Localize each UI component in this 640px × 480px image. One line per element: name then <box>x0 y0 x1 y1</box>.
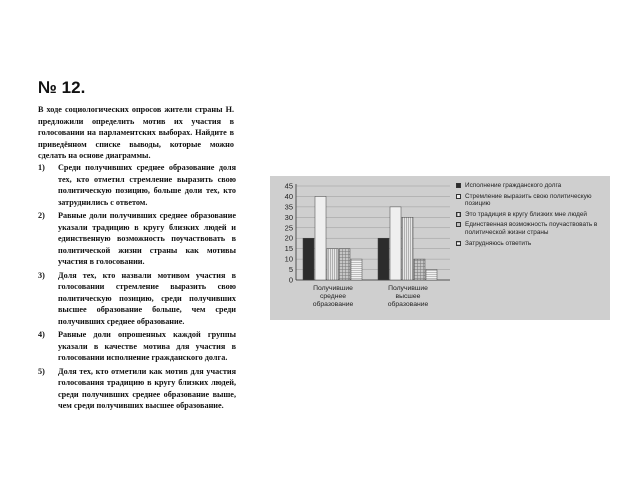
option-text: Равные доли опрошенных каждой группы указали в качестве мотива для участия в голосовании исполнение гражданского долга. <box>58 330 236 362</box>
legend-label: Единственная возможность поучаствовать в политической жизни страны <box>465 221 598 236</box>
x-tick-label: Получившие <box>313 285 353 292</box>
legend-swatch <box>456 212 461 217</box>
legend-label: Это традиция в кругу близких мне людей <box>465 210 587 218</box>
legend-item <box>456 211 606 219</box>
option-text: Среди получивших среднее образование доля тех, кто отметил стремление выразить свою политическую позицию, больше доли тех, кто затруднились с ответом. <box>58 163 236 207</box>
legend-swatch <box>456 222 461 227</box>
bar <box>402 217 413 280</box>
y-tick-label: 45 <box>284 181 293 191</box>
bar <box>414 259 425 280</box>
option-number: 3) <box>38 270 45 280</box>
option-text: Доля тех, кто отметили как мотив для участия голосования традицию в кругу близких людей, среди получивших среднее образование выше, чем среди получивших высшее образование. <box>58 366 236 410</box>
option-number: 2) <box>38 211 45 220</box>
y-tick-label: 10 <box>284 254 293 264</box>
x-tick-label: высшее <box>395 293 421 300</box>
legend-item <box>456 193 606 208</box>
y-tick-label: 5 <box>288 265 293 275</box>
y-tick-label: 35 <box>284 202 293 212</box>
task-intro-text: В ходе социологических опросов жители страны Н. предложили определить мотив их участия в голосовании на парламентских выборах. Найдите в приведённом списке выводы, которые можно сделать на основе диаграммы. <box>38 105 234 161</box>
y-tick-label: 20 <box>284 233 293 243</box>
option-number: 5) <box>38 366 45 376</box>
answer-option-4 <box>38 329 236 364</box>
legend-item <box>456 240 606 248</box>
task-intro <box>38 104 234 162</box>
y-tick-label: 40 <box>284 191 293 201</box>
bar <box>426 270 437 280</box>
x-tick-label: образование <box>312 301 354 308</box>
bar <box>327 249 338 280</box>
legend-swatch <box>456 241 461 246</box>
legend-label: Стремление выразить свою политическую позицию <box>465 192 592 208</box>
bar <box>378 238 389 280</box>
x-tick-label: образование <box>387 301 429 308</box>
x-tick-label: среднее <box>319 293 347 300</box>
answer-option-1 <box>38 162 236 208</box>
bar <box>351 259 362 280</box>
bar-chart <box>270 176 456 320</box>
legend-swatch <box>456 183 461 188</box>
bar <box>303 238 314 280</box>
bar <box>390 207 401 280</box>
bar <box>339 249 350 280</box>
option-text: Равные доли получивших среднее образование указали традицию в кругу близких людей и единственную возможность поучаствовать в политической жизни страны как мотивы участия в голосовании. <box>58 211 236 266</box>
option-text: Доля тех, кто назвали мотивом участия в голосовании стремление выразить свою политическую позицию, среди получивших высшее образование больше, чем среди получивших среднее образование. <box>58 270 236 326</box>
bar-chart-figure <box>270 176 610 320</box>
answer-option-2 <box>38 210 236 268</box>
legend-item <box>456 182 606 190</box>
option-number: 4) <box>38 330 45 339</box>
answer-option-3 <box>38 270 236 328</box>
answer-options <box>38 162 236 414</box>
legend-item <box>456 221 606 236</box>
answer-option-5 <box>38 366 236 412</box>
option-number: 1) <box>38 163 45 172</box>
bar <box>315 196 326 280</box>
y-tick-label: 15 <box>284 244 293 254</box>
task-number: № 12. <box>38 78 86 97</box>
legend-label: Исполнение гражданского долга <box>465 182 562 189</box>
chart-legend <box>456 182 606 250</box>
y-tick-label: 0 <box>288 275 293 285</box>
legend-label: Затрудняюсь ответить <box>465 239 532 247</box>
y-tick-label: 30 <box>284 212 293 222</box>
legend-swatch <box>456 194 461 199</box>
x-tick-label: Получившие <box>388 285 428 292</box>
y-tick-label: 25 <box>284 223 293 233</box>
